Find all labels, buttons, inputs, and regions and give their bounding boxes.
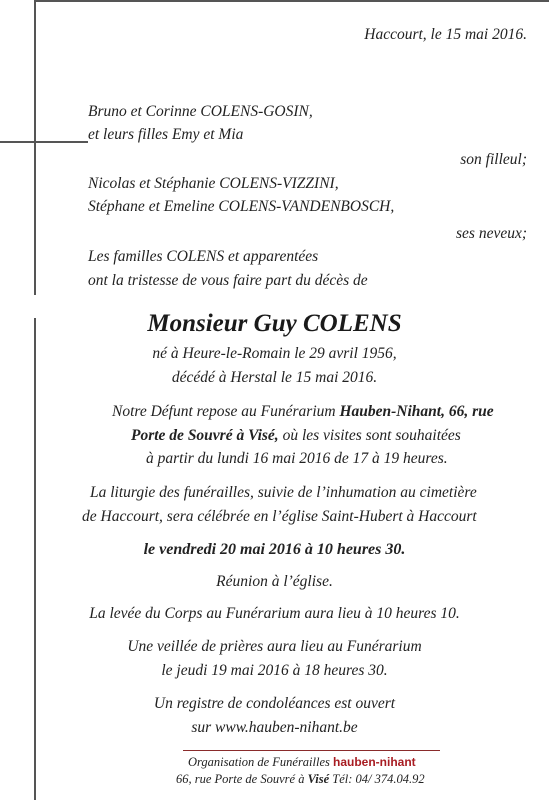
family-line-1: Bruno et Corinne COLENS-GOSIN, [88,103,313,120]
funerarium-line-1 [112,403,494,421]
footer-rule [183,750,440,751]
border-left-top [34,0,36,295]
funerarium-line-2 [131,427,461,445]
register-line-1: Un registre de condoléances est ouvert [153,695,396,712]
funerarium-name: Hauben-Nihant, 66, rue [339,403,494,420]
family-line-4: Stéphane et Emeline COLENS-VANDENBOSCH, [88,198,395,215]
footer-tel: Tél: 04/ 374.04.92 [329,772,425,786]
family-line-2: et leurs filles Emy et Mia [88,126,244,143]
footer-city: Visé [307,772,330,786]
footer-org [188,755,416,770]
meeting-place: Réunion à l’église. [216,573,333,590]
family-line-6: ont la tristesse de vous faire part du décès de [88,272,368,289]
family-relation-2: ses neveux; [456,225,527,242]
deceased-born: né à Heure-le-Romain le 29 avril 1956, [152,345,397,362]
vigil-line-2: le jeudi 19 mai 2016 à 18 heures 30. [161,662,388,679]
footer-org-label: Organisation de Funérailles [188,755,334,769]
funerarium-text: Notre Défunt repose au Funérarium [112,403,340,420]
levee-info: La levée du Corps au Funérarium aura lieu à 10 heures 10. [89,605,460,622]
border-top [34,0,549,2]
deceased-died: décédé à Herstal le 15 mai 2016. [171,369,378,386]
cross-bar [0,141,88,143]
family-relation-1: son filleul; [460,151,527,168]
funeral-date: le vendredi 20 mai 2016 à 10 heures 30. [143,541,406,558]
funerarium-line-3: à partir du lundi 16 mai 2016 de 17 à 19 heures. [146,450,448,467]
funerarium-address: Porte de Souvré à Visé, [131,427,279,444]
liturgy-line-2: de Haccourt, sera célébrée en l’église Saint-Hubert à Haccourt [82,508,477,525]
family-line-5: Les familles COLENS et apparentées [88,248,319,265]
family-line-3: Nicolas et Stéphanie COLENS-VIZZINI, [88,175,339,192]
brand-logo: hauben-nihant [333,755,416,769]
vigil-line-1: Une veillée de prières aura lieu au Funérarium [127,638,422,655]
liturgy-line-1: La liturgie des funérailles, suivie de l’inhumation au cimetière [90,484,477,501]
register-line-2: sur www.hauben-nihant.be [191,719,358,736]
deceased-name: Monsieur Guy COLENS [147,310,402,337]
footer-address [176,772,425,787]
place-date: Haccourt, le 15 mai 2016. [364,26,527,43]
footer-street: 66, rue Porte de Souvré à [176,772,308,786]
funerarium-visits: où les visites sont souhaitées [278,427,461,444]
